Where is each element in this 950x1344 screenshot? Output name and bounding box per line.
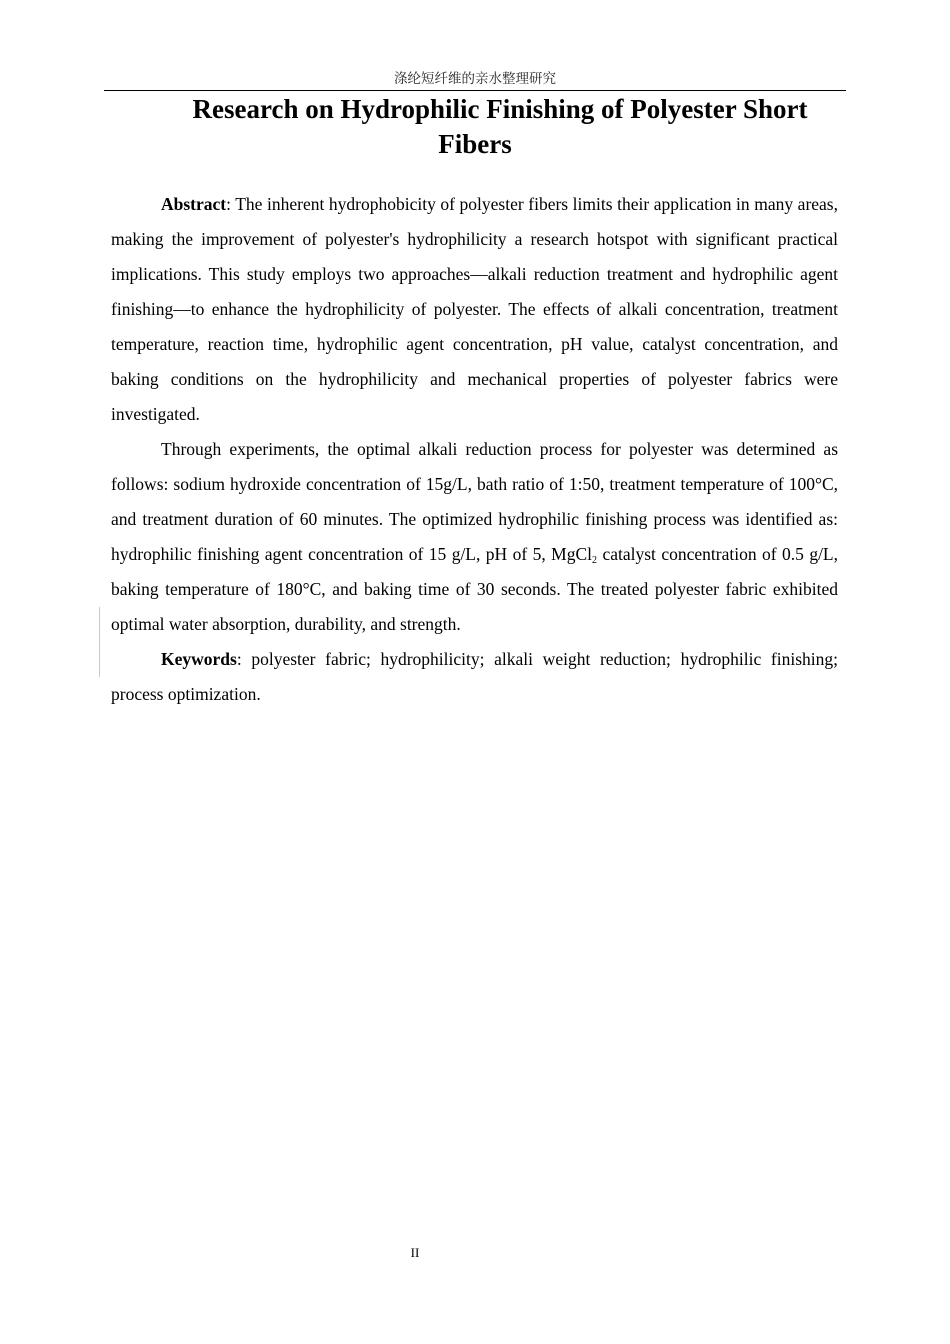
results-text-part-2: catalyst concentration of 0.5 g/L, baking temperature of 180°C, and baking time of 30 seconds. The treated polyester fabric exhibited optimal water absorption, durability, and strength. [111, 544, 838, 634]
margin-change-bar [99, 607, 100, 677]
keywords-label: Keywords [161, 649, 237, 669]
title-line-1: Research on Hydrophilic Finishing of Polyester Short [192, 94, 808, 124]
paper-title [104, 92, 846, 162]
abstract-section [111, 187, 838, 712]
running-header: 涤纶短纤维的亲水整理研究 [394, 71, 556, 87]
keywords-text: : polyester fabric; hydrophilicity; alkali weight reduction; hydrophilic finishing; process optimization. [111, 649, 838, 704]
abstract-text: : The inherent hydrophobicity of polyester fibers limits their application in many areas, making the improvement of polyester's hydrophilicity a research hotspot with significant practical implications. This study employs two approaches—alkali reduction treatment and hydrophilic agent finishing—to enhance the hydrophilicity of polyester. The effects of alkali concentration, treatment temperature, reaction time, hydrophilic agent concentration, pH value, catalyst concentration, and baking conditions on the hydrophilicity and mechanical properties of polyester fabrics were investigated. [111, 194, 838, 424]
header-rule [104, 90, 846, 91]
page-number: II [410, 1245, 420, 1260]
keywords-paragraph [111, 642, 838, 712]
abstract-label: Abstract [161, 194, 227, 214]
results-paragraph [111, 432, 838, 642]
results-text-part-1: Through experiments, the optimal alkali reduction process for polyester was determined as follows: sodium hydroxide concentration of 15g/L, bath ratio of 1:50, treatment temperature of 100°C, and treatment duration of 60 minutes. The optimized hydrophilic finishing process was identified as: hydrophilic finishing agent concentration of 15 g/L, pH of 5, MgCl [111, 439, 838, 564]
mgcl2-subscript: 2 [592, 555, 598, 566]
abstract-paragraph [111, 187, 838, 432]
title-line-2: Fibers [438, 129, 512, 159]
